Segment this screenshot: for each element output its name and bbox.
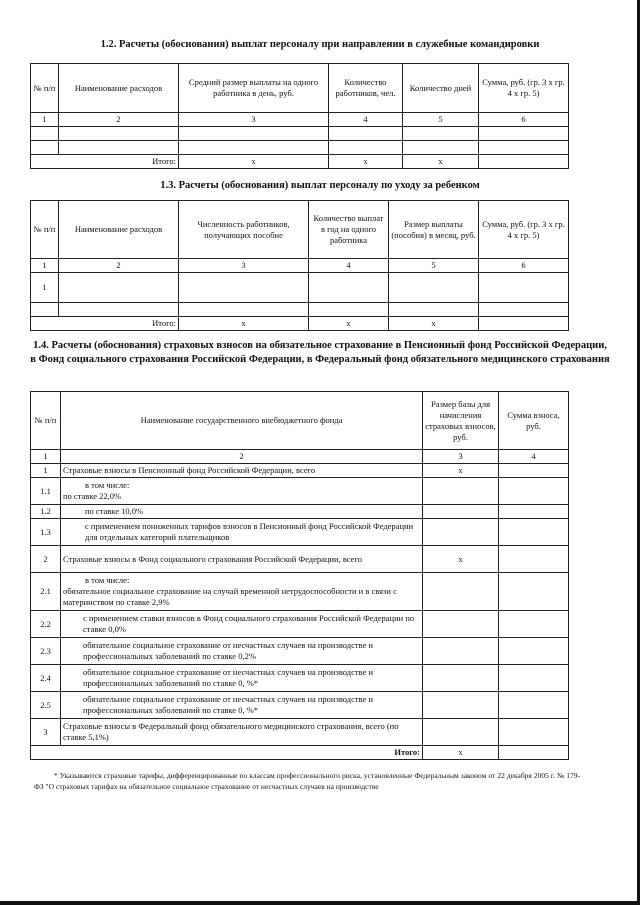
column-number: 4 [329, 113, 403, 127]
table-child-care [30, 200, 569, 331]
x-mark: x [309, 317, 389, 331]
total-row [31, 317, 569, 331]
table-row [31, 478, 569, 505]
header-cell: Средний размер выплаты на одного работника в день, руб. [179, 64, 329, 113]
table-row [31, 719, 569, 746]
table-row [31, 505, 569, 519]
fund-name: с применением пониженных тарифов взносов в Пенсионный фонд Российской Федерации для отдельных категорий плательщиков [61, 519, 423, 546]
row-number: 2 [31, 546, 61, 573]
column-number: 3 [423, 450, 499, 464]
row-number: 2.5 [31, 692, 61, 719]
fund-name: Страховые взносы в Федеральный фонд обязательного медицинского страхования, всего (по ставке 5,1%) [61, 719, 423, 746]
header-cell: Численность работников, получающих пособие [179, 201, 309, 259]
table-row [31, 665, 569, 692]
fund-name: Страховые взносы в Фонд социального страхования Российской Федерации, всего [61, 546, 423, 573]
fund-name [61, 573, 423, 611]
table-business-trips [30, 63, 569, 169]
column-number: 4 [309, 259, 389, 273]
row-number: 2.4 [31, 665, 61, 692]
fund-name: с применением ставки взносов в Фонд социального страхования Российской Федерации по ставке 0,0% [61, 611, 423, 638]
x-mark: x [423, 746, 499, 760]
column-number: 5 [389, 259, 479, 273]
header-cell: Размер базы для начисления страховых взносов, руб. [423, 392, 499, 450]
row-number: 1 [31, 464, 61, 478]
x-mark: x [403, 155, 479, 169]
table-row [31, 611, 569, 638]
row-number: 1.3 [31, 519, 61, 546]
total-row [31, 155, 569, 169]
header-cell: Наименование государственного внебюджетного фонда [61, 392, 423, 450]
x-mark: x [423, 464, 499, 478]
column-number: 1 [31, 259, 59, 273]
column-number: 3 [179, 113, 329, 127]
scan-edge-bottom [0, 901, 640, 905]
row-number: 1.1 [31, 478, 61, 505]
column-number: 2 [61, 450, 423, 464]
table-row [31, 638, 569, 665]
total-label: Итого: [61, 746, 423, 760]
header-cell: Размер выплаты (пособия) в месяц, руб. [389, 201, 479, 259]
table-insurance-contributions [30, 391, 569, 760]
column-number: 1 [31, 450, 61, 464]
row-number: 1 [31, 273, 59, 303]
fund-name [61, 478, 423, 505]
fund-name: обязательное социальное страхование от несчастных случаев на производстве и профессиональных заболеваний по ставке 0,2% [61, 638, 423, 665]
total-row [31, 746, 569, 760]
table-row [31, 303, 569, 317]
x-mark: x [179, 155, 329, 169]
row-number: 2.3 [31, 638, 61, 665]
table-row [31, 692, 569, 719]
column-number: 5 [403, 113, 479, 127]
table-row [31, 273, 569, 303]
table-row [31, 519, 569, 546]
table-row [31, 573, 569, 611]
x-mark: x [423, 546, 499, 573]
fund-name-line: в том числе: [85, 575, 130, 585]
column-number: 6 [479, 113, 569, 127]
column-number: 4 [499, 450, 569, 464]
table-header-row [31, 201, 569, 259]
section-1-2-heading: 1.2. Расчеты (обоснования) выплат персоналу при направлении в служебные командировки [100, 39, 540, 50]
table-row [31, 546, 569, 573]
fund-name: обязательное социальное страхование от несчастных случаев на производстве и профессиональных заболеваний по ставке 0, %* [61, 665, 423, 692]
header-cell: Сумма, руб. (гр. 3 х гр. 4 х гр. 5) [479, 201, 569, 259]
table-row [31, 141, 569, 155]
fund-name-line: по ставке 22,0% [63, 491, 122, 501]
x-mark: x [179, 317, 309, 331]
row-number: 2.2 [31, 611, 61, 638]
table-row [31, 464, 569, 478]
fund-name-line: в том числе: [85, 480, 130, 490]
header-cell: № п/п [31, 201, 59, 259]
header-cell: Количество работников, чел. [329, 64, 403, 113]
header-cell: Наименование расходов [59, 201, 179, 259]
header-cell: Количество дней [403, 64, 479, 113]
column-number: 2 [59, 113, 179, 127]
fund-name: обязательное социальное страхование от несчастных случаев на производстве и профессиональных заболеваний по ставке 0, %* [61, 692, 423, 719]
total-label: Итого: [59, 317, 179, 331]
column-number: 3 [179, 259, 309, 273]
column-number-row [31, 450, 569, 464]
table-row [31, 127, 569, 141]
fund-name: по ставке 10,0% [61, 505, 423, 519]
x-mark: x [389, 317, 479, 331]
header-cell: Наименование расходов [59, 64, 179, 113]
section-1-4-heading: 1.4. Расчеты (обоснования) страховых взносов на обязательное страхование в Пенсионный фонд Российской Федерации, в Фонд социального страхования Российской Федерации, в Федеральный фонд обязательного медицинского страхования [30, 340, 610, 365]
header-cell: Сумма взноса, руб. [499, 392, 569, 450]
section-1-3-heading: 1.3. Расчеты (обоснования) выплат персоналу по уходу за ребенком [160, 180, 480, 191]
column-number: 6 [479, 259, 569, 273]
header-cell: № п/п [31, 64, 59, 113]
fund-name-line: обязательное социальное страхование на случай временной нетрудоспособности и в связи с материнством по ставке 2,9% [63, 586, 397, 607]
header-cell: Сумма, руб. (гр. 3 х гр. 4 х гр. 5) [479, 64, 569, 113]
total-label: Итого: [59, 155, 179, 169]
column-number-row [31, 259, 569, 273]
row-number: 2.1 [31, 573, 61, 611]
header-cell: Количество выплат в год на одного работника [309, 201, 389, 259]
column-number: 1 [31, 113, 59, 127]
fund-name: Страховые взносы в Пенсионный фонд Российской Федерации, всего [61, 464, 423, 478]
row-number: 1.2 [31, 505, 61, 519]
column-number-row [31, 113, 569, 127]
x-mark: x [329, 155, 403, 169]
footnote: * Указываются страховые тарифы, дифференцированные по классам профессионального риска, установленные Федеральным законом от 22 декабря 2005 г. № 179-ФЗ "О страховых тарифах на обязательное социальное страхование от несчастных случаев на производстве [34, 771, 580, 791]
header-cell: № п/п [31, 392, 61, 450]
column-number: 2 [59, 259, 179, 273]
table-header-row [31, 392, 569, 450]
row-number: 3 [31, 719, 61, 746]
table-header-row [31, 64, 569, 113]
